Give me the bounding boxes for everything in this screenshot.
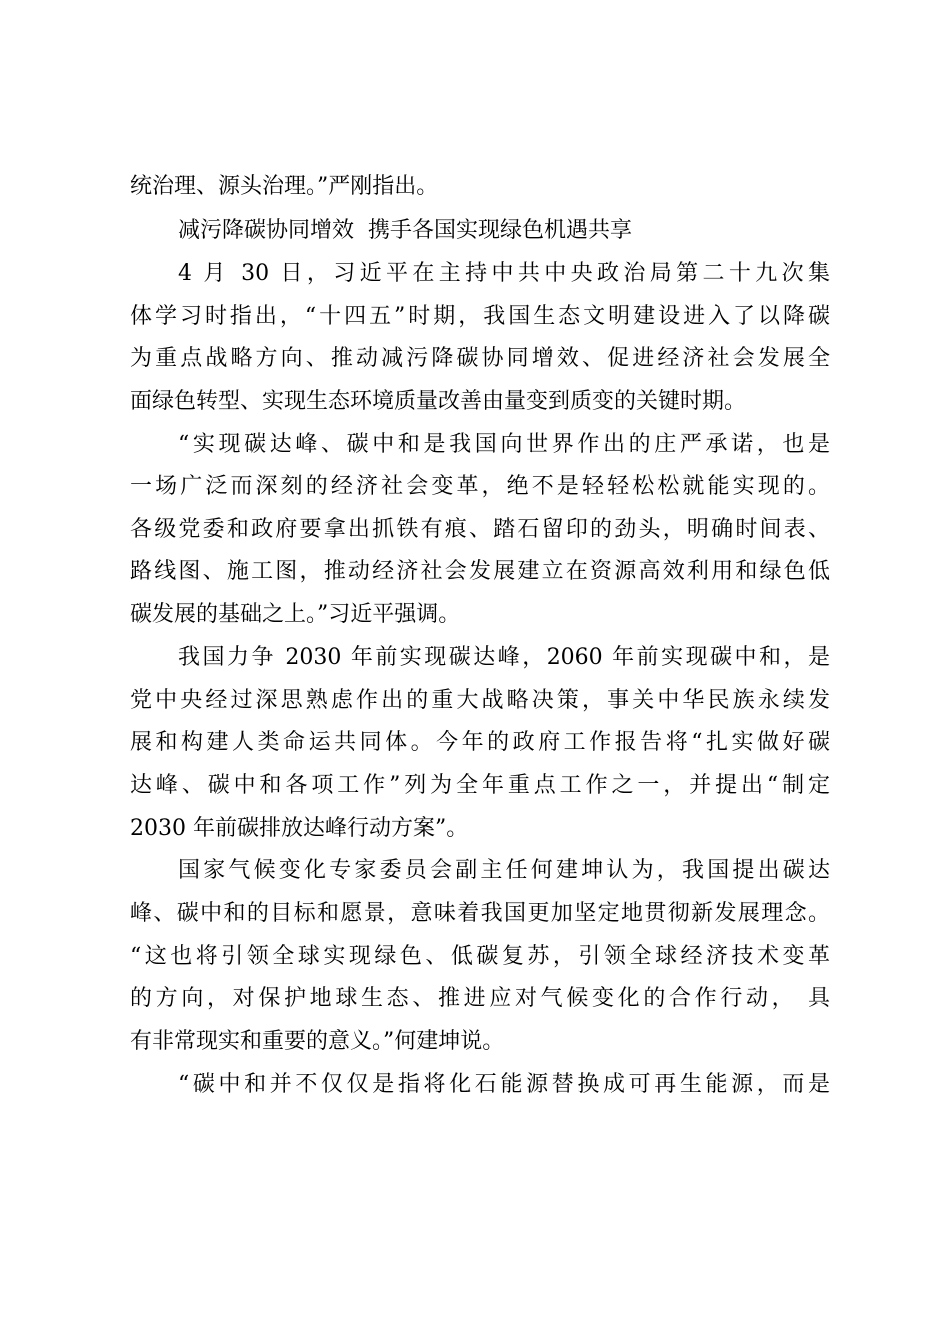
- paragraph-line: “碳中和并不仅仅是指将化石能源替换成可再生能源，而是: [178, 1072, 830, 1097]
- paragraph-line: 的方向，对保护地球生态、推进应对气候变化的合作行动， 具: [130, 986, 830, 1011]
- paragraph-line: 路线图、施工图，推动经济社会发展建立在资源高效利用和绿色低: [130, 559, 830, 584]
- paragraph-line: 为重点战略方向、推动减污降碳协同增效、促进经济社会发展全: [130, 346, 830, 371]
- paragraph-line: 展和构建人类命运共同体。今年的政府工作报告将“扎实做好碳: [130, 730, 830, 755]
- paragraph-line: 一场广泛而深刻的经济社会变革，绝不是轻轻松松就能实现的。: [130, 474, 830, 499]
- paragraph-line: 国家气候变化专家委员会副主任何建坤认为，我国提出碳达: [178, 858, 830, 883]
- paragraph-line: 碳发展的基础之上。”习近平强调。: [130, 602, 461, 627]
- continuation-line: 统治理、源头治理。”严刚指出。: [130, 174, 439, 199]
- paragraph-line: 有非常现实和重要的意义。”何建坤说。: [130, 1029, 505, 1054]
- paragraph-line: 我国力争 2030 年前实现碳达峰，2060 年前实现碳中和，是: [178, 645, 830, 670]
- section-heading: 减污降碳协同增效 携手各国实现绿色机遇共享: [178, 218, 632, 243]
- paragraph-line: 达峰、碳中和各项工作”列为全年重点工作之一，并提出“制定: [130, 773, 830, 798]
- paragraph-line: 2030 年前碳排放达峰行动方案”。: [130, 816, 469, 841]
- paragraph-line: 党中央经过深思熟虑作出的重大战略决策，事关中华民族永续发: [130, 688, 830, 713]
- paragraph-line: 面绿色转型、实现生态环境质量改善由量变到质变的关键时期。: [130, 389, 747, 414]
- paragraph-line: 峰、碳中和的目标和愿景，意味着我国更加坚定地贯彻新发展理念。: [130, 901, 830, 926]
- paragraph-line: 各级党委和政府要拿出抓铁有痕、踏石留印的劲头，明确时间表、: [130, 517, 830, 542]
- paragraph-line: 4 月 30 日，习近平在主持中共中央政治局第二十九次集: [178, 261, 830, 286]
- paragraph-line: 体学习时指出，“十四五”时期，我国生态文明建设进入了以降碳: [130, 304, 830, 329]
- paragraph-line: “实现碳达峰、碳中和是我国向世界作出的庄严承诺，也是: [178, 432, 830, 457]
- paragraph-line: “这也将引领全球实现绿色、低碳复苏，引领全球经济技术变革: [130, 944, 830, 969]
